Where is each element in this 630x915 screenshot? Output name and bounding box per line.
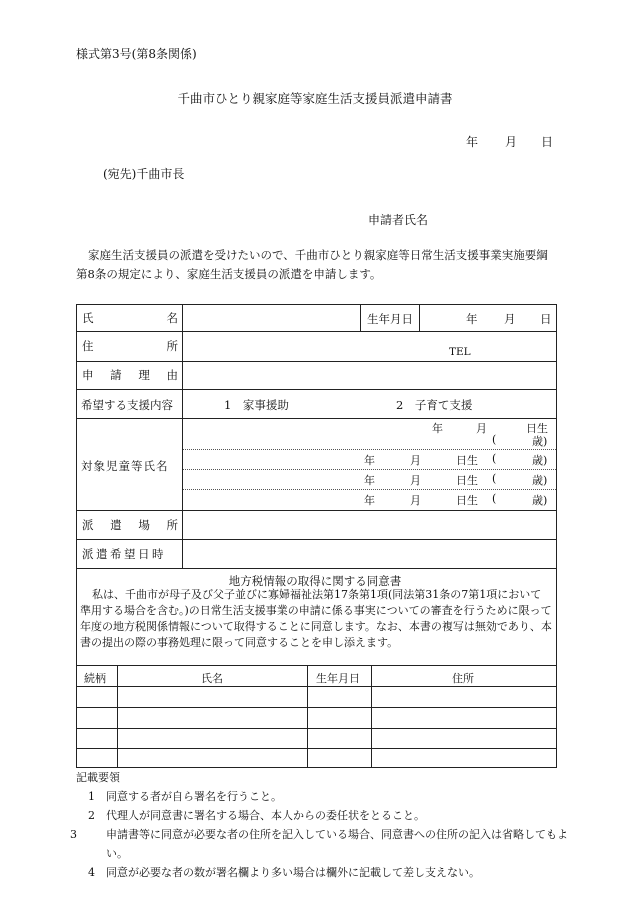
note-item: 2 代理人が同意書に署名する場合、本人からの委任状をとること。	[88, 809, 425, 822]
address-label-char: 住	[82, 339, 94, 353]
child-age: 歳)	[532, 474, 548, 487]
column-divider	[360, 304, 361, 331]
child-year: 年	[432, 422, 443, 435]
row-divider	[76, 748, 557, 749]
support-row-label: 希望する支援内容	[81, 398, 173, 412]
row-divider	[76, 539, 557, 540]
child-row-divider	[183, 449, 556, 450]
child-born: 日生	[456, 494, 478, 507]
birthdate-label: 生年月日	[367, 312, 413, 326]
name-row-label	[82, 304, 178, 331]
row-divider	[76, 389, 557, 390]
child-age: 歳)	[532, 454, 548, 467]
note-item: 3 申請書等に同意が必要な者の住所を記入している場合、同意書への住所の記入は省略してもよい。	[70, 828, 568, 860]
child-month: 月	[410, 454, 421, 467]
child-paren: (	[492, 492, 497, 505]
column-divider	[371, 665, 372, 768]
page-title: 千曲市ひとり親家庭等家庭生活支援員派遣申請書	[177, 91, 453, 106]
child-year: 年	[364, 474, 375, 487]
support-option-housework: 1 家事援助	[224, 398, 289, 412]
support-option-childcare: 2 子育て支援	[396, 398, 473, 412]
column-divider	[182, 304, 183, 568]
header-address: 住所	[452, 672, 474, 685]
column-divider	[117, 665, 118, 768]
header-birthdate: 生年月日	[316, 672, 360, 685]
child-row-divider	[183, 489, 556, 490]
tel-label: TEL	[449, 346, 471, 358]
header-name: 氏名	[201, 672, 223, 685]
intro-text: 家庭生活支援員の派遣を受けたいので、千曲市ひとり親家庭等日常生活支援事業実施要綱第8条の規定により、家庭生活支援員の派遣を申請します。	[76, 248, 548, 281]
child-born: 日生	[526, 422, 548, 435]
applicant-name-label: 申請者氏名	[368, 213, 429, 227]
birth-month-label: 月	[504, 312, 516, 326]
child-age: 歳)	[532, 494, 548, 507]
addressee: (宛先)千曲市長	[103, 167, 185, 181]
child-paren: (	[492, 452, 497, 465]
child-paren: (	[492, 472, 497, 485]
name-label-char: 名	[166, 310, 178, 325]
child-year: 年	[364, 454, 375, 467]
notes-heading: 記載要領	[76, 771, 120, 784]
date-month-label: 月	[505, 135, 518, 149]
child-born: 日生	[456, 454, 478, 467]
row-divider	[76, 707, 557, 708]
row-divider	[76, 686, 557, 687]
row-divider	[76, 665, 557, 666]
children-row-label: 対象児童等氏名	[81, 459, 169, 473]
address-row-label	[82, 331, 178, 361]
consent-body: 私は、千曲市が母子及び父子並びに寡婦福祉法第17条第1項(同法第31条の7第1項において準用する場合を含む。)の日常生活支援事業の申請に係る事実についての審査を行うために限って 年度の地方税関係情報について取得することに同意します。なお、本書の複写は無効であり、本書の提出の際の事務処理に限って同意することを申し添えます。	[80, 588, 585, 649]
child-paren: (	[492, 433, 497, 446]
row-divider	[76, 418, 557, 419]
note-item: 1 同意する者が自ら署名を行うこと。	[88, 790, 282, 803]
child-month: 月	[476, 422, 487, 435]
header-relationship: 続柄	[84, 672, 106, 685]
birth-day-label: 日	[540, 312, 552, 326]
child-month: 月	[410, 494, 421, 507]
row-divider	[76, 728, 557, 729]
address-label-char: 所	[166, 339, 178, 353]
child-row-divider	[183, 469, 556, 470]
consent-title: 地方税情報の取得に関する同意書	[228, 574, 402, 588]
note-item: 4 同意が必要な者の数が署名欄より多い場合は欄外に記載して差し支えない。	[88, 866, 480, 879]
date-day-label: 日	[541, 135, 554, 149]
child-age: 歳)	[532, 435, 548, 448]
child-born: 日生	[456, 474, 478, 487]
name-label-char: 氏	[82, 310, 94, 325]
date-year-label: 年	[466, 135, 479, 149]
place-row-label: 派 遣 場 所	[82, 517, 178, 532]
column-divider	[307, 665, 308, 768]
row-divider	[76, 568, 557, 569]
reason-row-label: 申 請 理 由	[82, 368, 178, 382]
child-year: 年	[364, 494, 375, 507]
datetime-row-label: 派遣希望日時	[82, 547, 166, 561]
birth-year-label: 年	[466, 312, 478, 326]
child-month: 月	[410, 474, 421, 487]
form-number: 様式第3号(第8条関係)	[76, 47, 197, 61]
column-divider	[419, 304, 420, 331]
